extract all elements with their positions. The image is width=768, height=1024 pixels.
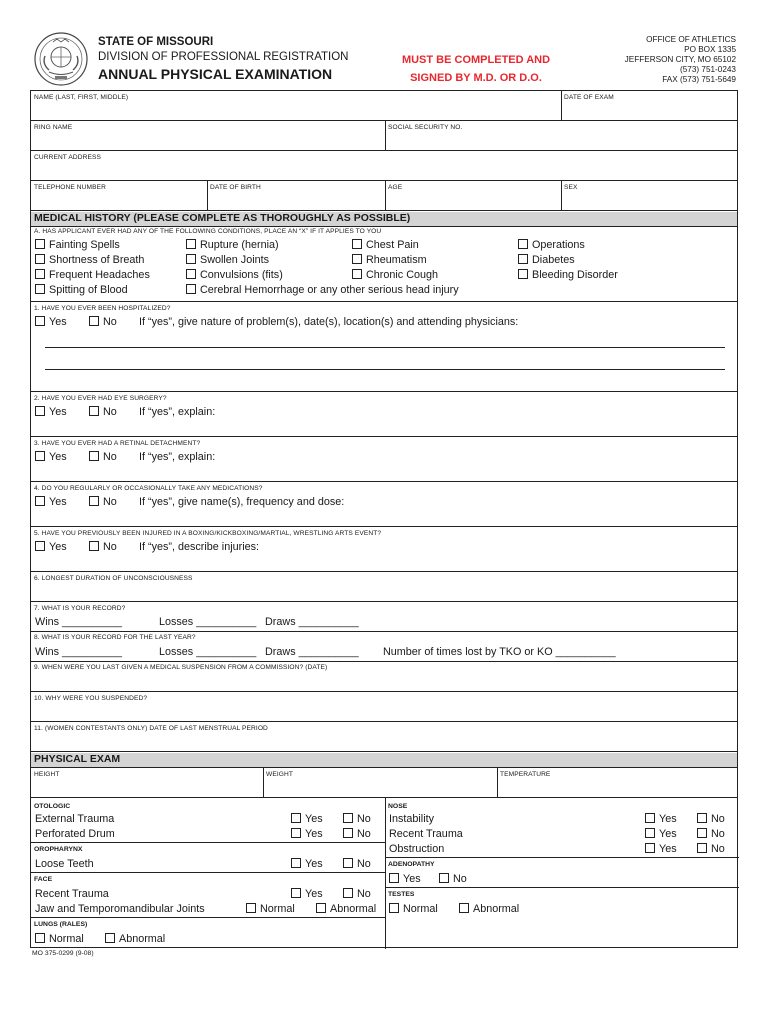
checkbox[interactable] (352, 254, 362, 264)
exam-column-divider (385, 798, 386, 949)
nose-recent-trauma-no[interactable]: No (697, 828, 725, 841)
perforated-drum-no[interactable]: No (343, 828, 371, 841)
missouri-state-seal (33, 30, 89, 88)
face-label: FACE (34, 876, 53, 883)
adenopathy-yes[interactable]: Yes (389, 873, 421, 886)
nose-label: NOSE (388, 803, 408, 810)
external-trauma-no[interactable]: No (343, 813, 371, 826)
q5-prompt: If “yes”, describe injuries: (139, 541, 260, 553)
checkbox[interactable] (291, 828, 301, 838)
q5-no[interactable]: No (89, 541, 117, 554)
record-losses[interactable]: Losses __________ (159, 616, 257, 628)
adenopathy-no[interactable]: No (439, 873, 467, 886)
condition-rupture[interactable]: Rupture (hernia) (186, 239, 279, 252)
perforated-drum-label: Perforated Drum (35, 828, 115, 840)
checkbox[interactable] (186, 284, 196, 294)
dob-field[interactable]: DATE OF BIRTH (210, 184, 261, 191)
name-row (31, 91, 737, 121)
checkbox[interactable] (291, 888, 301, 898)
checkbox[interactable] (35, 541, 45, 551)
lungs-normal[interactable]: Normal (35, 933, 84, 946)
checkbox[interactable] (291, 813, 301, 823)
oropharynx-label: OROPHARYNX (34, 846, 83, 853)
checkbox[interactable] (518, 269, 528, 279)
loose-teeth-no[interactable]: No (343, 858, 371, 871)
adenopathy-label: ADENOPATHY (388, 861, 435, 868)
testes-normal[interactable]: Normal (389, 903, 438, 916)
q5-yes[interactable]: Yes (35, 541, 67, 554)
last-year-draws[interactable]: Draws __________ (265, 646, 359, 658)
checkbox[interactable] (35, 269, 45, 279)
instability-yes[interactable]: Yes (645, 813, 677, 826)
checkbox[interactable] (35, 239, 45, 249)
question-8: 8. WHAT IS YOUR RECORD FOR THE LAST YEAR? Wins __________ Losses __________ Draws __________ Number of times lost by TKO or KO __________ (31, 632, 737, 662)
checkbox[interactable] (35, 316, 45, 326)
ring-name-field[interactable]: RING NAME (34, 124, 73, 131)
address-field[interactable]: CURRENT ADDRESS (34, 154, 101, 161)
checkbox[interactable] (186, 269, 196, 279)
obstruction-label: Obstruction (389, 843, 445, 855)
office-address: OFFICE OF ATHLETICS PO BOX 1335 JEFFERSON CITY, MO 65102 (573) 751-0243 FAX (573) 751-5649 (624, 35, 736, 84)
contact-row (31, 181, 737, 211)
checkbox[interactable] (89, 406, 99, 416)
question-3: 3. HAVE YOU EVER HAD A RETINAL DETACHMENT? Yes No If “yes”, explain: (31, 437, 737, 482)
external-trauma-yes[interactable]: Yes (291, 813, 323, 826)
checkbox[interactable] (343, 888, 353, 898)
instability-label: Instability (389, 813, 435, 825)
checkbox[interactable] (186, 239, 196, 249)
checkbox[interactable] (291, 858, 301, 868)
checkbox[interactable] (35, 496, 45, 506)
lungs-abnormal[interactable]: Abnormal (105, 933, 165, 946)
state-name: STATE OF MISSOURI (98, 36, 214, 48)
perforated-drum-yes[interactable]: Yes (291, 828, 323, 841)
vitals-row (31, 768, 737, 798)
ssn-field[interactable]: SOCIAL SECURITY NO. (388, 124, 463, 131)
testes-label: TESTES (388, 891, 415, 898)
checkbox[interactable] (389, 873, 399, 883)
checkbox[interactable] (645, 813, 655, 823)
checkbox[interactable] (439, 873, 449, 883)
divider (31, 917, 385, 918)
q4-no[interactable]: No (89, 496, 117, 509)
checkbox[interactable] (352, 239, 362, 249)
question-5: 5. HAVE YOU PREVIOUSLY BEEN INJURED IN A BOXING/KICKBOXING/MARTIAL, WRESTLING ARTS EVENT? Yes No If “yes”, describe injuries: (31, 527, 737, 572)
temperature-field[interactable]: TEMPERATURE (500, 771, 551, 778)
obstruction-yes[interactable]: Yes (645, 843, 677, 856)
form-title: ANNUAL PHYSICAL EXAMINATION (98, 66, 333, 82)
condition-convulsions[interactable]: Convulsions (fits) (186, 269, 283, 282)
question-10[interactable]: 10. WHY WERE YOU SUSPENDED? (31, 692, 737, 722)
age-field[interactable]: AGE (388, 184, 403, 191)
q4-prompt: If “yes”, give name(s), frequency and dose: (139, 496, 345, 508)
condition-shortness-of-breath[interactable]: Shortness of Breath (35, 254, 144, 267)
telephone-field[interactable]: TELEPHONE NUMBER (34, 184, 106, 191)
condition-swollen-joints[interactable]: Swollen Joints (186, 254, 269, 267)
q1-yes[interactable]: Yes (35, 316, 67, 329)
face-recent-trauma-no[interactable]: No (343, 888, 371, 901)
jaw-normal[interactable]: Normal (246, 903, 295, 916)
condition-frequent-headaches[interactable]: Frequent Headaches (35, 269, 150, 282)
external-trauma-label: External Trauma (35, 813, 115, 825)
medical-history-heading: MEDICAL HISTORY (PLEASE COMPLETE AS THOROUGHLY AS POSSIBLE) (31, 212, 737, 227)
loose-teeth-yes[interactable]: Yes (291, 858, 323, 871)
checkbox[interactable] (459, 903, 469, 913)
jaw-abnormal[interactable]: Abnormal (316, 903, 376, 916)
checkbox[interactable] (343, 858, 353, 868)
condition-diabetes[interactable]: Diabetes (518, 254, 575, 267)
question-4: 4. DO YOU REGULARLY OR OCCASIONALLY TAKE ANY MEDICATIONS? Yes No If “yes”, give name(s), frequency and dose: (31, 482, 737, 527)
checkbox[interactable] (35, 284, 45, 294)
divider (31, 872, 385, 873)
checkbox[interactable] (35, 451, 45, 461)
question-11[interactable]: 11. (WOMEN CONTESTANTS ONLY) DATE OF LAST MENSTRUAL PERIOD (31, 722, 737, 752)
exam-form (30, 90, 738, 948)
sex-field[interactable]: SEX (564, 184, 578, 191)
name-field[interactable]: NAME (LAST, FIRST, MIDDLE) (34, 94, 129, 101)
checkbox[interactable] (246, 903, 256, 913)
otologic-label: OTOLOGIC (34, 803, 71, 810)
question-6[interactable]: 6. LONGEST DURATION OF UNCONSCIOUSNESS (31, 572, 737, 602)
checkbox[interactable] (518, 254, 528, 264)
q3-no[interactable]: No (89, 451, 117, 464)
nose-recent-trauma-label: Recent Trauma (389, 828, 463, 840)
checkbox[interactable] (697, 813, 707, 823)
q2-yes[interactable]: Yes (35, 406, 67, 419)
question-9[interactable]: 9. WHEN WERE YOU LAST GIVEN A MEDICAL SUSPENSION FROM A COMMISSION? (DATE) (31, 662, 737, 692)
checkbox[interactable] (35, 406, 45, 416)
conditions-block: A. HAS APPLICANT EVER HAD ANY OF THE FOLLOWING CONDITIONS, PLACE AN “X” IF IT APPLIES TO YOU Fainting Spells Shortness of Breath Frequent Headaches Spitting of Blood Rupture (hernia) Swollen Joints Convulsions (fits) Cerebral Hemorrhage or any other serious head injury Chest Pain Rheumatism Chronic Cough Operations Diabetes Bleeding Disorder (31, 227, 737, 302)
checkbox[interactable] (518, 239, 528, 249)
q1-no[interactable]: No (89, 316, 117, 329)
question-7: 7. WHAT IS YOUR RECORD? Wins __________ Losses __________ Draws __________ (31, 602, 737, 632)
date-of-exam-field[interactable]: DATE OF EXAM (564, 94, 614, 101)
testes-abnormal[interactable]: Abnormal (459, 903, 519, 916)
q1-prompt: If “yes”, give nature of problem(s), date(s), location(s) and attending physicians: (139, 316, 519, 328)
checkbox[interactable] (316, 903, 326, 913)
checkbox[interactable] (389, 903, 399, 913)
face-recent-trauma-label: Recent Trauma (35, 888, 109, 900)
checkbox[interactable] (89, 316, 99, 326)
condition-operations[interactable]: Operations (518, 239, 585, 252)
checkbox[interactable] (35, 933, 45, 943)
form-number: MO 375-0299 (9-08) (32, 950, 94, 957)
obstruction-no[interactable]: No (697, 843, 725, 856)
address-row (31, 151, 737, 181)
physical-exam-heading: PHYSICAL EXAM (31, 753, 737, 768)
q2-no[interactable]: No (89, 406, 117, 419)
q4-yes[interactable]: Yes (35, 496, 67, 509)
weight-field[interactable]: WEIGHT (266, 771, 293, 778)
condition-cerebral-hemorrhage[interactable]: Cerebral Hemorrhage or any other serious head injury (186, 284, 459, 297)
instability-no[interactable]: No (697, 813, 725, 826)
loose-teeth-label: Loose Teeth (35, 858, 94, 870)
ring-name-row (31, 121, 737, 151)
height-field[interactable]: HEIGHT (34, 771, 60, 778)
checkbox[interactable] (697, 828, 707, 838)
checkbox[interactable] (343, 813, 353, 823)
condition-fainting[interactable]: Fainting Spells (35, 239, 120, 252)
checkbox[interactable] (89, 541, 99, 551)
signature-notice: MUST BE COMPLETED AND SIGNED BY M.D. OR D.O. (401, 54, 551, 84)
condition-bleeding-disorder[interactable]: Bleeding Disorder (518, 269, 618, 282)
condition-rheumatism[interactable]: Rheumatism (352, 254, 427, 267)
q2-prompt: If “yes”, explain: (139, 406, 216, 418)
condition-chest-pain[interactable]: Chest Pain (352, 239, 419, 252)
divider (31, 842, 385, 843)
q3-prompt: If “yes”, explain: (139, 451, 216, 463)
divider (385, 887, 739, 888)
checkbox[interactable] (645, 843, 655, 853)
jaw-label: Jaw and Temporomandibular Joints (35, 903, 205, 915)
q3-yes[interactable]: Yes (35, 451, 67, 464)
checkbox[interactable] (89, 496, 99, 506)
checkbox[interactable] (343, 828, 353, 838)
lungs-label: LUNGS (RALES) (34, 921, 88, 928)
checkbox[interactable] (645, 828, 655, 838)
record-wins[interactable]: Wins __________ (35, 616, 123, 628)
face-recent-trauma-yes[interactable]: Yes (291, 888, 323, 901)
last-year-wins[interactable]: Wins __________ (35, 646, 123, 658)
q1-answer-line-1[interactable] (45, 347, 725, 348)
tko-ko-count[interactable]: Number of times lost by TKO or KO __________ (383, 646, 616, 658)
question-1: 1. HAVE YOU EVER BEEN HOSPITALIZED? Yes No If “yes”, give nature of problem(s), date(s), location(s) and attending physicians: (31, 302, 737, 392)
q1-answer-line-2[interactable] (45, 369, 725, 370)
record-draws[interactable]: Draws __________ (265, 616, 359, 628)
divider (385, 857, 739, 858)
question-2: 2. HAVE YOU EVER HAD EYE SURGERY? Yes No If “yes”, explain: (31, 392, 737, 437)
condition-spitting-of-blood[interactable]: Spitting of Blood (35, 284, 128, 297)
checkbox[interactable] (105, 933, 115, 943)
checkbox[interactable] (89, 451, 99, 461)
checkbox[interactable] (352, 269, 362, 279)
checkbox[interactable] (697, 843, 707, 853)
condition-chronic-cough[interactable]: Chronic Cough (352, 269, 438, 282)
nose-recent-trauma-yes[interactable]: Yes (645, 828, 677, 841)
checkbox[interactable] (35, 254, 45, 264)
division-name: DIVISION OF PROFESSIONAL REGISTRATION (98, 51, 349, 63)
last-year-losses[interactable]: Losses __________ (159, 646, 257, 658)
checkbox[interactable] (186, 254, 196, 264)
